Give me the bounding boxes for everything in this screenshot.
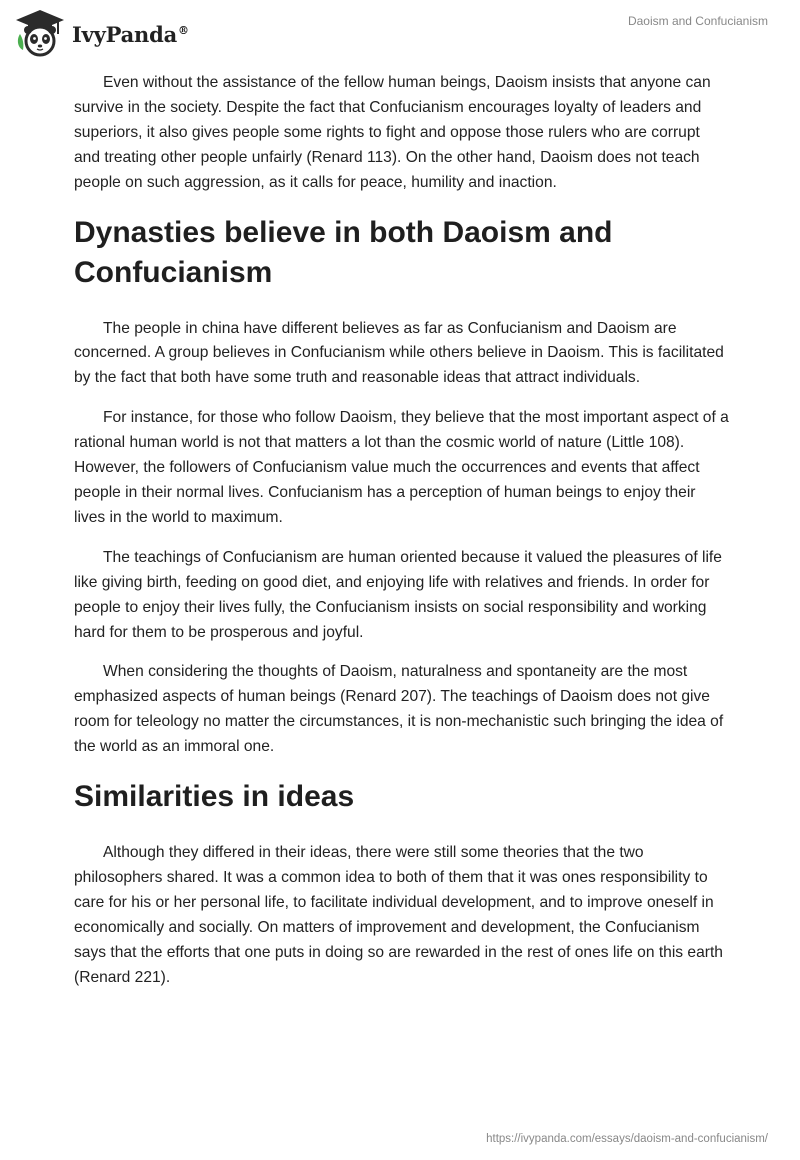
page-header xyxy=(0,0,800,70)
essay-body xyxy=(74,71,730,1005)
paragraph: The people in china have different believes as far as Confucianism and Daoism are concerned. A group believes in Confucianism while others believe in Daoism. This is facilitated by the fact that both have some truth and reasonable ideas that attract individuals. xyxy=(74,319,724,387)
paragraph: The teachings of Confucianism are human oriented because it valued the pleasures of life like giving birth, feeding on good diet, and enjoying life with relatives and friends. In order for people to enjoy their lives fully, the Confucianism insists on social responsibility and working hard for them to be prosperous and joyful. xyxy=(74,548,722,641)
paragraph: Even without the assistance of the fellow human beings, Daoism insists that anyone can survive in the society. Despite the fact that Confucianism encourages loyalty of leaders and superiors, it also gives people some rights to fight and oppose those rulers who are corrupt and treating other people unfairly (Renard 113). On the other hand, Daoism does not teach people on such aggression, as it calls for peace, humility and inaction. xyxy=(74,74,711,191)
brand-name: IvyPanda® xyxy=(72,21,189,47)
section-heading: Dynasties believe in both Daoism and Confucianism xyxy=(74,215,613,289)
paragraph: Although they differed in their ideas, there were still some theories that the two philosophers shared. It was a common idea to both of them that it was ones responsibility to care for his or her personal life, to facilitate individual development, and to improve oneself in economically and socially. On matters of improvement and development, the Confucianism says that the efforts that one puts in doing so are rewarded in the rest of ones life on this earth (Renard 221). xyxy=(74,844,723,986)
source-url[interactable]: https://ivypanda.com/essays/daoism-and-confucianism/ xyxy=(486,1133,768,1145)
paragraph: For instance, for those who follow Daoism, they believe that the most important aspect of a rational human world is not that matters a lot than the cosmic world of nature (Little 108). However, the followers of Confucianism value much the occurrences and events that affect people in their normal lives. Confucianism has a perception of human beings to enjoy their lives in the world to maximum. xyxy=(74,409,729,526)
paragraph: When considering the thoughts of Daoism, naturalness and spontaneity are the most emphasized aspects of human beings (Renard 207). The teachings of Daoism does not give room for teleology no matter the circumstances, it is non-mechanistic such bringing the idea of the world as an immoral one. xyxy=(74,663,724,756)
section-heading: Similarities in ideas xyxy=(74,780,355,814)
ivypanda-logo[interactable] xyxy=(14,8,189,58)
document-title: Daoism and Confucianism xyxy=(627,14,768,28)
panda-graduate-icon xyxy=(14,8,66,58)
